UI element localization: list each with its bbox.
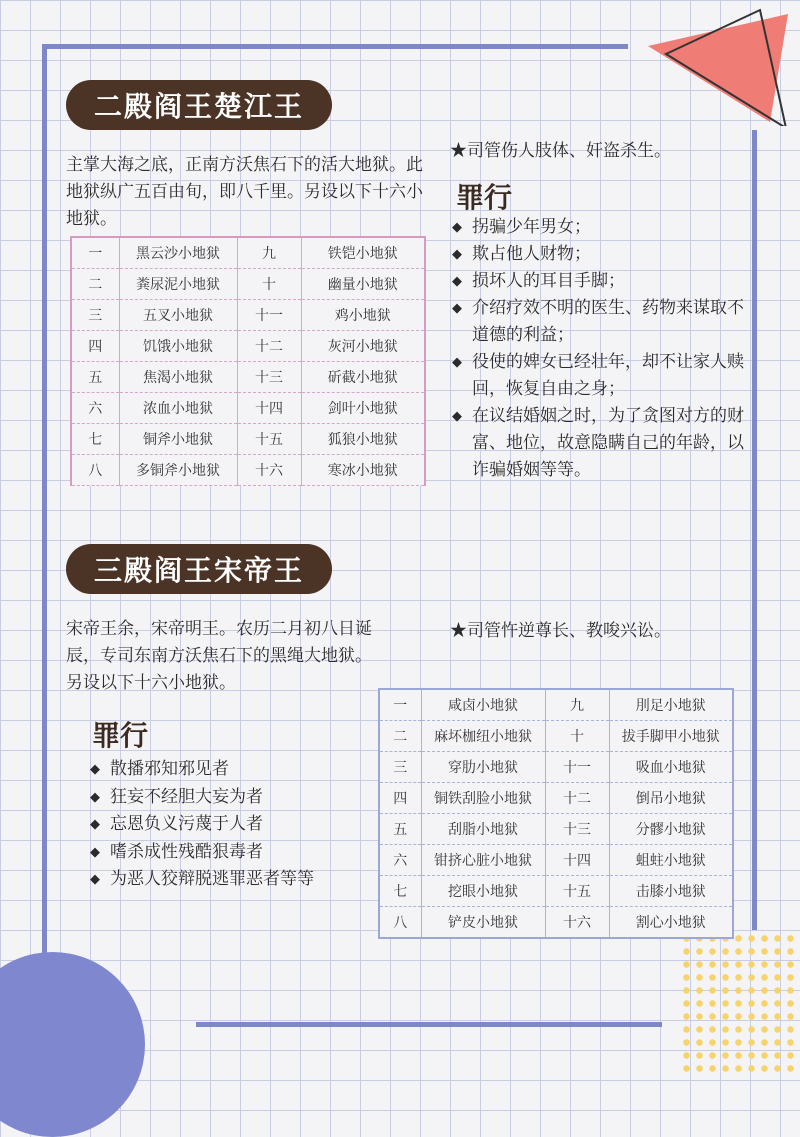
- hell-name: 蛆蛀小地狱: [609, 845, 733, 876]
- table-row: [379, 689, 733, 721]
- hell-number: 十: [237, 269, 301, 300]
- hell-name: 割心小地狱: [609, 907, 733, 939]
- hell-number: 五: [71, 362, 119, 393]
- section1-duty: ★司管伤人肢体、奸盗杀生。: [450, 141, 671, 161]
- table-row: [379, 876, 733, 907]
- table-row: [71, 393, 425, 424]
- table-row: [379, 814, 733, 845]
- hell-number: 七: [379, 876, 421, 907]
- hell-name: 灰河小地狱: [301, 331, 425, 362]
- hell-number: 十一: [545, 752, 609, 783]
- hell-name: 击膝小地狱: [609, 876, 733, 907]
- hell-number: 十二: [237, 331, 301, 362]
- table-row: [71, 269, 425, 300]
- hell-number: 十一: [237, 300, 301, 331]
- section2-crimes-list: [90, 756, 390, 894]
- crime-item: ◆ 散播邪知邪见者: [90, 756, 390, 784]
- hell-number: 六: [71, 393, 119, 424]
- hell-name: 粪尿泥小地狱: [119, 269, 237, 300]
- hell-name: 狐狼小地狱: [301, 424, 425, 455]
- crime-item: ◆ 嗜杀成性残酷狠毒者: [90, 839, 390, 867]
- table-row: [379, 845, 733, 876]
- hell-name: 饥饿小地狱: [119, 331, 237, 362]
- section2-description: 宋帝王余，宋帝明王。农历二月初八日诞辰，专司东南方沃焦石下的黑绳大地狱。另设以下十六小地狱。: [66, 619, 372, 693]
- section2-hells-table: [378, 688, 734, 939]
- hell-name: 剑叶小地狱: [301, 393, 425, 424]
- hell-name: 铁铠小地狱: [301, 237, 425, 269]
- crime-item: ◆ 欺占他人财物；: [452, 241, 747, 268]
- hell-number: 四: [71, 331, 119, 362]
- table-row: [71, 362, 425, 393]
- hell-name: 倒吊小地狱: [609, 783, 733, 814]
- crime-item: ◆ 役使的婢女已经壮年，却不让家人赎回，恢复自由之身；: [452, 349, 747, 403]
- hell-number: 十六: [545, 907, 609, 939]
- crime-item: ◆ 忘恩负义污蔑于人者: [90, 811, 390, 839]
- hell-number: 三: [71, 300, 119, 331]
- crime-item: ◆ 拐骗少年男女；: [452, 214, 747, 241]
- hell-number: 十: [545, 721, 609, 752]
- table-row: [71, 455, 425, 486]
- hell-number: 九: [545, 689, 609, 721]
- section2-duty: ★司管忤逆尊长、教唆兴讼。: [450, 621, 671, 641]
- crime-item: ◆ 损坏人的耳目手脚；: [452, 268, 747, 295]
- crime-item: ◆ 介绍疗效不明的医生、药物来谋取不道德的利益；: [452, 295, 747, 349]
- hell-number: 十六: [237, 455, 301, 486]
- hell-name: 五叉小地狱: [119, 300, 237, 331]
- table-row: [71, 300, 425, 331]
- crime-item: ◆ 狂妄不经胆大妄为者: [90, 784, 390, 812]
- crime-item: ◆ 为恶人狡辩脱逃罪恶者等等: [90, 866, 390, 894]
- section1-hells-table: [70, 236, 426, 486]
- frame-line-right: [752, 130, 757, 930]
- hell-number: 十四: [237, 393, 301, 424]
- hell-name: 寒冰小地狱: [301, 455, 425, 486]
- hell-name: 钳挤心脏小地狱: [421, 845, 545, 876]
- hell-name: 穿肋小地狱: [421, 752, 545, 783]
- frame-line-bottom: [196, 1022, 662, 1027]
- table-row: [71, 331, 425, 362]
- hell-name: 黑云沙小地狱: [119, 237, 237, 269]
- hell-number: 十四: [545, 845, 609, 876]
- hell-name: 鸡小地狱: [301, 300, 425, 331]
- hell-number: 三: [379, 752, 421, 783]
- table-row: [71, 237, 425, 269]
- section1-description: 主掌大海之底，正南方沃焦石下的活大地狱。此地狱纵广五百由旬，即八千里。另设以下十六小地狱。: [66, 155, 423, 229]
- table-row: [379, 721, 733, 752]
- hell-name: 铜斧小地狱: [119, 424, 237, 455]
- hell-number: 二: [71, 269, 119, 300]
- hell-number: 十五: [545, 876, 609, 907]
- hell-name: 幽量小地狱: [301, 269, 425, 300]
- table-row: [379, 783, 733, 814]
- hell-name: 刮脂小地狱: [421, 814, 545, 845]
- circle-decoration: [0, 952, 145, 1137]
- hell-number: 四: [379, 783, 421, 814]
- hell-number: 六: [379, 845, 421, 876]
- section1-title: 二殿阎王楚江王: [66, 80, 332, 130]
- hell-number: 十五: [237, 424, 301, 455]
- hell-name: 多铜斧小地狱: [119, 455, 237, 486]
- hell-name: 浓血小地狱: [119, 393, 237, 424]
- section2-crimes-heading: 罪行: [92, 719, 149, 752]
- hell-name: 铜铁刮脸小地狱: [421, 783, 545, 814]
- frame-line-top: [42, 44, 628, 49]
- hell-number: 二: [379, 721, 421, 752]
- hell-name: 分髎小地狱: [609, 814, 733, 845]
- table-row: [71, 424, 425, 455]
- hell-name: 刖足小地狱: [609, 689, 733, 721]
- hell-number: 七: [71, 424, 119, 455]
- hell-number: 九: [237, 237, 301, 269]
- hell-name: 斫截小地狱: [301, 362, 425, 393]
- triangle-decoration: [640, 6, 800, 126]
- crime-item: ◆ 在议结婚姻之时，为了贪图对方的财富、地位，故意隐瞒自己的年龄，以诈骗婚姻等等。: [452, 403, 747, 484]
- hell-name: 铲皮小地狱: [421, 907, 545, 939]
- hell-number: 八: [71, 455, 119, 486]
- dots-decoration: [680, 932, 800, 1072]
- table-row: [379, 907, 733, 939]
- hell-name: 吸血小地狱: [609, 752, 733, 783]
- hell-number: 八: [379, 907, 421, 939]
- section1-crimes-heading: 罪行: [456, 181, 513, 214]
- hell-number: 五: [379, 814, 421, 845]
- table-row: [379, 752, 733, 783]
- hell-number: 一: [71, 237, 119, 269]
- hell-name: 拔手脚甲小地狱: [609, 721, 733, 752]
- hell-name: 麻坏枷纽小地狱: [421, 721, 545, 752]
- hell-number: 十二: [545, 783, 609, 814]
- hell-name: 咸卤小地狱: [421, 689, 545, 721]
- hell-name: 焦渴小地狱: [119, 362, 237, 393]
- hell-number: 十三: [237, 362, 301, 393]
- hell-number: 十三: [545, 814, 609, 845]
- hell-name: 挖眼小地狱: [421, 876, 545, 907]
- section2-title: 三殿阎王宋帝王: [66, 544, 332, 594]
- hell-number: 一: [379, 689, 421, 721]
- section1-crimes-list: [452, 214, 747, 484]
- frame-line-left: [42, 44, 47, 984]
